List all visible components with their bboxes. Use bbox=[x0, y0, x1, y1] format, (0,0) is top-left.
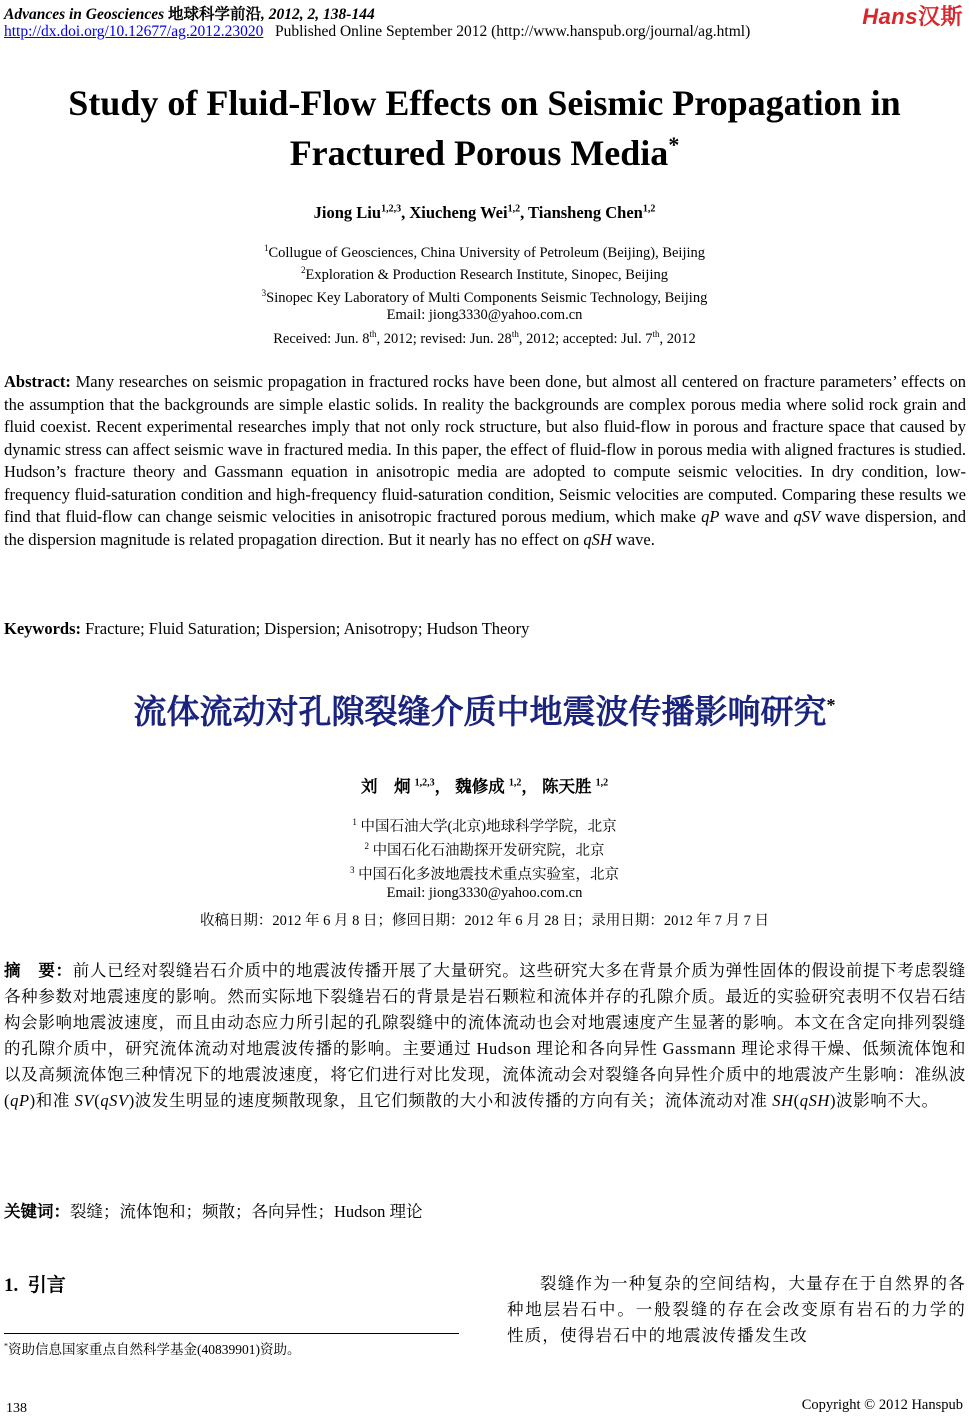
affiliation-cn: $^2$ 中国石化石油勘探开发研究院，北京 bbox=[364, 840, 605, 859]
copyright-notice: Copyright © 2012 Hanspub bbox=[801, 1397, 963, 1413]
page-number: 138 bbox=[6, 1401, 27, 1416]
author-affil-sup: 1,2 bbox=[642, 203, 656, 215]
keywords-cn bbox=[4, 1198, 422, 1222]
title-en-line2: Fractured Porous Media* bbox=[289, 132, 680, 173]
abstract-label: Abstract: bbox=[4, 372, 71, 391]
logo-text-cn: 汉斯 bbox=[917, 4, 963, 29]
abstract-en: Abstract: Many researches on seismic propagation in fractured rocks have been done, but almost all centered on fracture parameters’ effects on the assumption that the backgrounds are simple elastic solids. In reality the backgrounds are complex porous media where solid rock grain and fluid coexist. Recent experimental researches imply that not only rock structure, but also fluid-flow in porous and fracture space that caused by dynamic stress can affect seismic wave in fractured media. In this paper, the effect of fluid-flow in porous media with aligned fractures is studied. Hudson’s fracture theory and Gassmann equation in anisotropic media are adopted to compute seismic velocities. In dry condition, low-frequency fluid-saturation condition and high-frequency fluid-saturation condition, Seismic velocities are computed. Comparing these results we find that fluid-flow can change seismic velocities in anisotropic fractured porous medium, which make qP wave and qSV wave dispersion, and the dispersion magnitude is related propagation direction. But it nearly has no effect on qSH wave. bbox=[4, 372, 966, 549]
intro-paragraph: 裂缝作为一种复杂的空间结构，大量存在于自然界的各种地层岩石中。一般裂缝的存在会改变原有岩石的力学的性质，使得岩石中的地震波传播发生改 bbox=[507, 1274, 966, 1345]
footnote-rule bbox=[4, 1333, 459, 1334]
header-doi-line bbox=[4, 23, 750, 41]
received-dates-cn: 收稿日期：2012 年 6 月 8 日；修回日期：2012 年 6 月 28 日；录用日期：2012 年 7 月 7 日 bbox=[199, 913, 770, 929]
affiliations-cn bbox=[0, 813, 969, 903]
author-affil-sup: 1,2 bbox=[507, 203, 521, 215]
email-en: Email: jiong3330@yahoo.com.cn bbox=[386, 306, 583, 323]
journal-name-cn: 地球科学前沿 bbox=[168, 6, 262, 23]
journal-issue: , 2012, 2, 138-144 bbox=[261, 6, 375, 23]
email-cn: Email: jiong3330@yahoo.com.cn bbox=[386, 885, 583, 902]
journal-name: Advances in Geosciences bbox=[4, 6, 165, 23]
section-heading: 1. 引言 bbox=[4, 1274, 66, 1296]
affiliation: $^2$Exploration & Production Research Institute, Sinopec, Beijing bbox=[301, 265, 668, 284]
author-name-cn: 刘 炯 bbox=[360, 777, 411, 796]
keywords-text: Fracture; Fluid Saturation; Dispersion; Anisotropy; Hudson Theory bbox=[81, 619, 530, 638]
author-name-cn: 魏修成 bbox=[455, 777, 505, 796]
author-affil-sup: 1,2,3 bbox=[381, 203, 402, 215]
paper-title-en bbox=[0, 82, 969, 174]
authors-cn: 刘 炯 $^{1,2,3}$， 魏修成 $^{1,2}$， 陈天胜 $^{1,2}$ bbox=[360, 777, 609, 796]
abstract-cn: 摘 要：前人已经对裂缝岩石介质中的地震波传播开展了大量研究。这些研究大多在背景介质为弹性固体的假设前提下考虑裂缝各种参数对地震速度的影响。然而实际地下裂缝岩石的背景是岩石颗粒和流体并存的孔隙介质。最近的实验研究表明不仅岩石结构会影响地震波速度，而且由动态应力所引起的孔隙裂缝中的流体流动也会对地震速度产生显著的影响。本文在含定向排列裂缝的孔隙介质中，研究流体流动对地震波传播的影响。主要通过 Hudson 理论和各向异性 Gassmann 理论求得干燥、低频流体饱和以及高频流体饱三种情况下的地震波速度，将它们进行对比发现，流体流动会对裂缝各向异性介质中的地震波产生影响：准纵波(qP)和准 SV(qSV)波发生明显的速度频散现象，且它们频散的大小和波传播的方向有关；流体流动对准 SH(qSH)波影响不大。 bbox=[4, 961, 967, 1110]
paper-title-cn: 流体流动对孔隙裂缝介质中地震波传播影响研究* bbox=[133, 692, 836, 731]
hans-logo bbox=[862, 0, 963, 31]
title-en-line1: Study of Fluid-Flow Effects on Seismic Propagation in bbox=[68, 83, 901, 123]
affiliation-cn: $^1$ 中国石油大学(北京)地球科学学院，北京 bbox=[352, 817, 617, 835]
received-dates-en: Received: Jun. 8th, 2012; revised: Jun. 28th, 2012; accepted: Jul. 7th, 2012 bbox=[273, 329, 696, 347]
authors-en: Jiong Liu$^{1,2,3}$, Xiucheng Wei$^{1,2}$, Tiansheng Chen$^{1,2}$ bbox=[313, 203, 656, 222]
affiliation-cn: $^3$ 中国石化多波地震技术重点实验室，北京 bbox=[349, 864, 620, 883]
keywords-en bbox=[4, 619, 529, 639]
author-name: Xiucheng Wei bbox=[409, 203, 508, 222]
journal-header bbox=[4, 2, 375, 24]
logo-text-en: Hans bbox=[862, 4, 918, 29]
funding-footnote: *资助信息国家重点自然科学基金(40839901)资助。 bbox=[4, 1341, 301, 1357]
keywords-cn-label: 关键词： bbox=[4, 1202, 70, 1221]
affiliations-en bbox=[0, 240, 969, 324]
title-cn-footnote-mark: * bbox=[826, 695, 836, 715]
doi-link[interactable]: http://dx.doi.org/10.12677/ag.2012.23020 bbox=[4, 23, 264, 40]
author-name: Jiong Liu bbox=[313, 203, 382, 222]
title-footnote-mark: * bbox=[668, 132, 680, 157]
affiliation: $^1$Collugue of Geosciences, China University of Petroleum (Beijing), Beijing bbox=[263, 243, 706, 261]
keywords-label: Keywords: bbox=[4, 619, 81, 638]
keywords-cn-text: 裂缝；流体饱和；频散；各向异性；Hudson 理论 bbox=[70, 1202, 423, 1221]
published-online: Published Online September 2012 (http://www.hanspub.org/journal/ag.html) bbox=[274, 23, 751, 40]
author-name: Tiansheng Chen bbox=[528, 203, 643, 222]
abstract-cn-label: 摘 要： bbox=[4, 961, 73, 980]
author-name-cn: 陈天胜 bbox=[541, 777, 592, 796]
affiliation: $^3$Sinopec Key Laboratory of Multi Components Seismic Technology, Beijing bbox=[261, 287, 708, 306]
